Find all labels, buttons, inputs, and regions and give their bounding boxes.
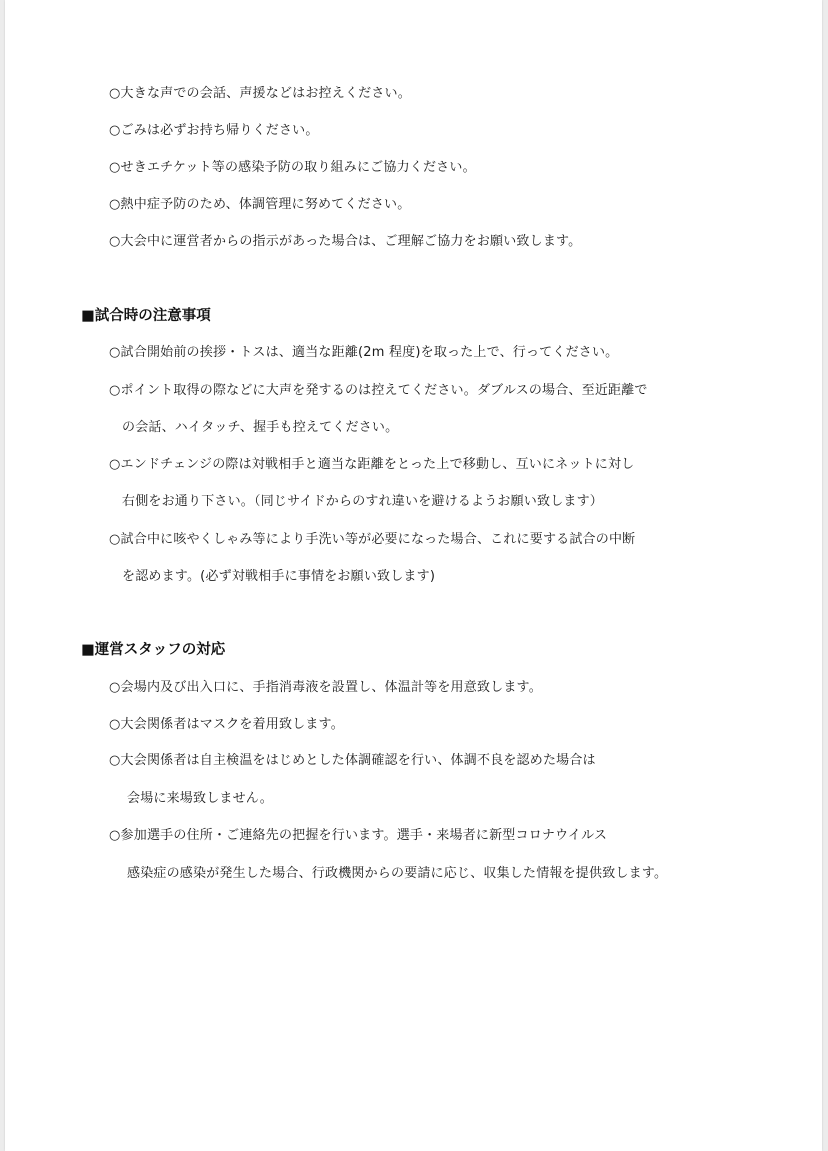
section-heading-staff-response: ■運営スタッフの対応: [81, 642, 226, 658]
document-page: [5, 0, 822, 1151]
intro-item: ○大きな声での会話、声援などはお控えください。: [109, 86, 411, 101]
section-line: を認めます。(必ず対戦相手に事情をお願い致します): [122, 569, 436, 584]
intro-item: ○大会中に運営者からの指示があった場合は、ご理解ご協力をお願い致します。: [109, 234, 582, 249]
section-line: ○大会関係者はマスクを着用致します。: [109, 717, 344, 732]
section-line: ○参加選手の住所・ご連絡先の把握を行います。選手・来場者に新型コロナウイルス: [109, 828, 608, 843]
section-heading-match-notes: ■試合時の注意事項: [81, 308, 211, 324]
section-line: 感染症の感染が発生した場合、行政機関からの要請に応じ、収集した情報を提供致します。: [127, 866, 668, 881]
section-line: ○試合中に咳やくしゃみ等により手洗い等が必要になった場合、これに要する試合の中断: [109, 532, 636, 547]
intro-item: ○熱中症予防のため、体調管理に努めてください。: [109, 197, 411, 212]
section-line: ○ポイント取得の際などに大声を発するのは控えてください。ダブルスの場合、至近距離で: [109, 383, 648, 398]
intro-item: ○ごみは必ずお持ち帰りください。: [109, 123, 319, 138]
section-line: 右側をお通り下さい。（同じサイドからのすれ違いを避けるようお願い致します）: [122, 494, 603, 509]
intro-item: ○せきエチケット等の感染予防の取り組みにご協力ください。: [109, 160, 476, 175]
section-line: ○エンドチェンジの際は対戦相手と適当な距離をとった上で移動し、互いにネットに対し: [109, 457, 635, 472]
section-line: ○試合開始前の挨拶・トスは、適当な距離(2m 程度)を取った上で、行ってください。: [109, 345, 619, 360]
section-line: ○会場内及び出入口に、手指消毒液を設置し、体温計等を用意致します。: [109, 680, 542, 695]
section-line: の会話、ハイタッチ、握手も控えてください。: [122, 420, 399, 435]
section-line: 会場に来場致しません。: [127, 791, 273, 806]
section-line: ○大会関係者は自主検温をはじめとした体調確認を行い、体調不良を認めた場合は: [109, 753, 596, 768]
